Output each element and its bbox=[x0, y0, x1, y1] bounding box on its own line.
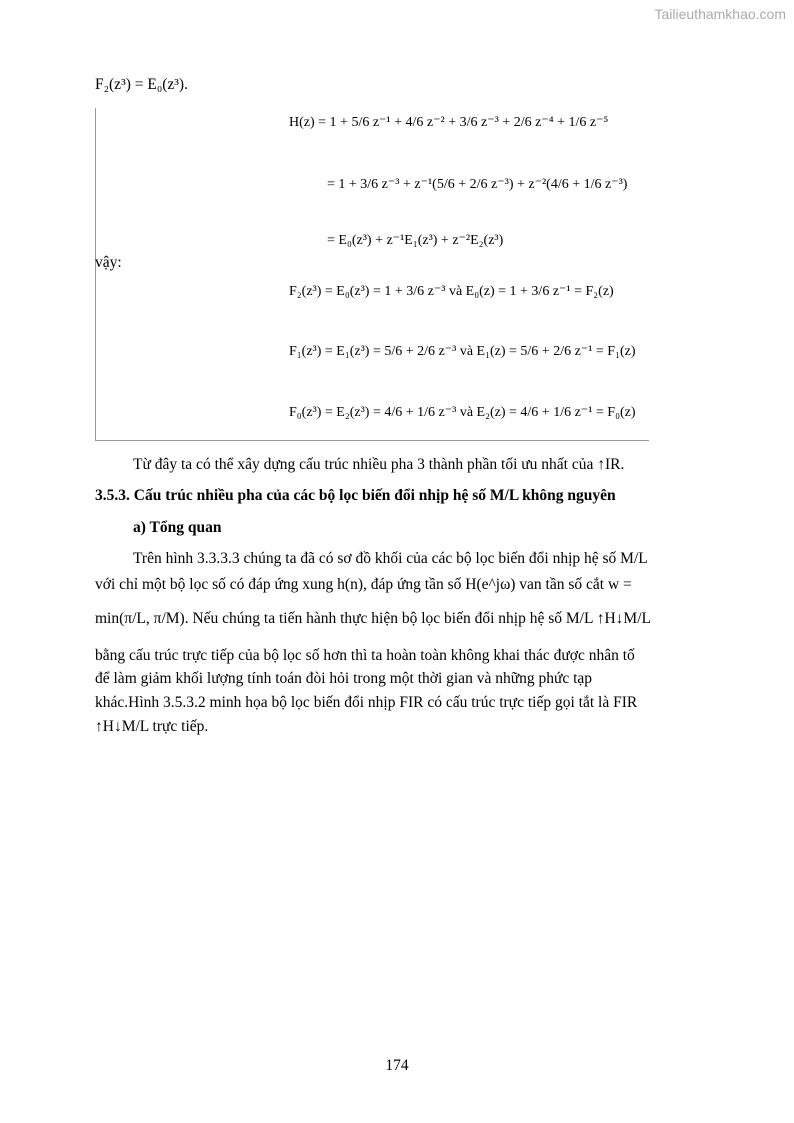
equation-f2-e0: F₂(z³) = E₀(z³) = 1 + 3/6 z⁻³ và E₀(z) = 1 + 3/6 z⁻¹ = F₂(z) bbox=[289, 284, 614, 299]
equation-f1-e1: F₁(z³) = E₁(z³) = 5/6 + 2/6 z⁻³ và E₁(z) = 5/6 + 2/6 z⁻¹ = F₁(z) bbox=[289, 344, 636, 359]
section-heading: 3.5.3. Cấu trúc nhiều pha của các bộ lọc biến đổi nhịp hệ số M/L không nguyên bbox=[95, 487, 616, 504]
vay-label: vậy: bbox=[95, 254, 122, 271]
equation-f0-e2: F₀(z³) = E₂(z³) = 4/6 + 1/6 z⁻³ và E₂(z) = 4/6 + 1/6 z⁻¹ = F₀(z) bbox=[289, 405, 636, 420]
paragraph-line-1: Trên hình 3.3.3.3 chúng ta đã có sơ đồ khối của các bộ lọc biến đổi nhịp hệ số M/L bbox=[133, 550, 648, 567]
equation-h-polyphase: = E₀(z³) + z⁻¹E₁(z³) + z⁻²E₂(z³) bbox=[327, 233, 504, 248]
page-number: 174 bbox=[385, 1057, 409, 1074]
equation-h-grouped: = 1 + 3/6 z⁻³ + z⁻¹(5/6 + 2/6 z⁻³) + z⁻²(4/6 + 1/6 z⁻³) bbox=[327, 177, 628, 192]
intro-line: F₂(z³) = E₀(z³). bbox=[95, 76, 188, 93]
paragraph-line-4: bằng cấu trúc trực tiếp của bộ lọc số hơn thì ta hoàn toàn không khai thác được nhân tố bbox=[95, 647, 635, 664]
conclusion-line: Từ đây ta có thể xây dựng cấu trúc nhiều pha 3 thành phần tối ưu nhất của ↑IR. bbox=[133, 456, 625, 473]
equation-h-expanded: H(z) = 1 + 5/6 z⁻¹ + 4/6 z⁻² + 3/6 z⁻³ + 2/6 z⁻⁴ + 1/6 z⁻⁵ bbox=[289, 115, 609, 130]
paragraph-line-5: để làm giảm khối lượng tính toán đòi hỏi trong một thời gian và những phức tạp bbox=[95, 670, 593, 687]
paragraph-line-6: khác.Hình 3.5.3.2 minh họa bộ lọc biến đổi nhịp FIR có cấu trúc trực tiếp gọi tắt là FIR bbox=[95, 694, 638, 711]
equation-box-left-border bbox=[95, 108, 96, 440]
paragraph-line-7: ↑H↓M/L trực tiếp. bbox=[95, 718, 209, 735]
equation-box-bottom-border bbox=[95, 440, 649, 441]
paragraph-line-2: với chỉ một bộ lọc số có đáp ứng xung h(n), đáp ứng tần số H(e^jω) van tần số cắt w = bbox=[95, 576, 632, 593]
paragraph-line-3: min(π/L, π/M). Nếu chúng ta tiến hành thực hiện bộ lọc biến đổi nhịp hệ số M/L ↑H↓M/L bbox=[95, 610, 651, 627]
watermark: Tailieuthamkhao.com bbox=[654, 6, 786, 22]
subheading: a) Tổng quan bbox=[133, 519, 222, 536]
